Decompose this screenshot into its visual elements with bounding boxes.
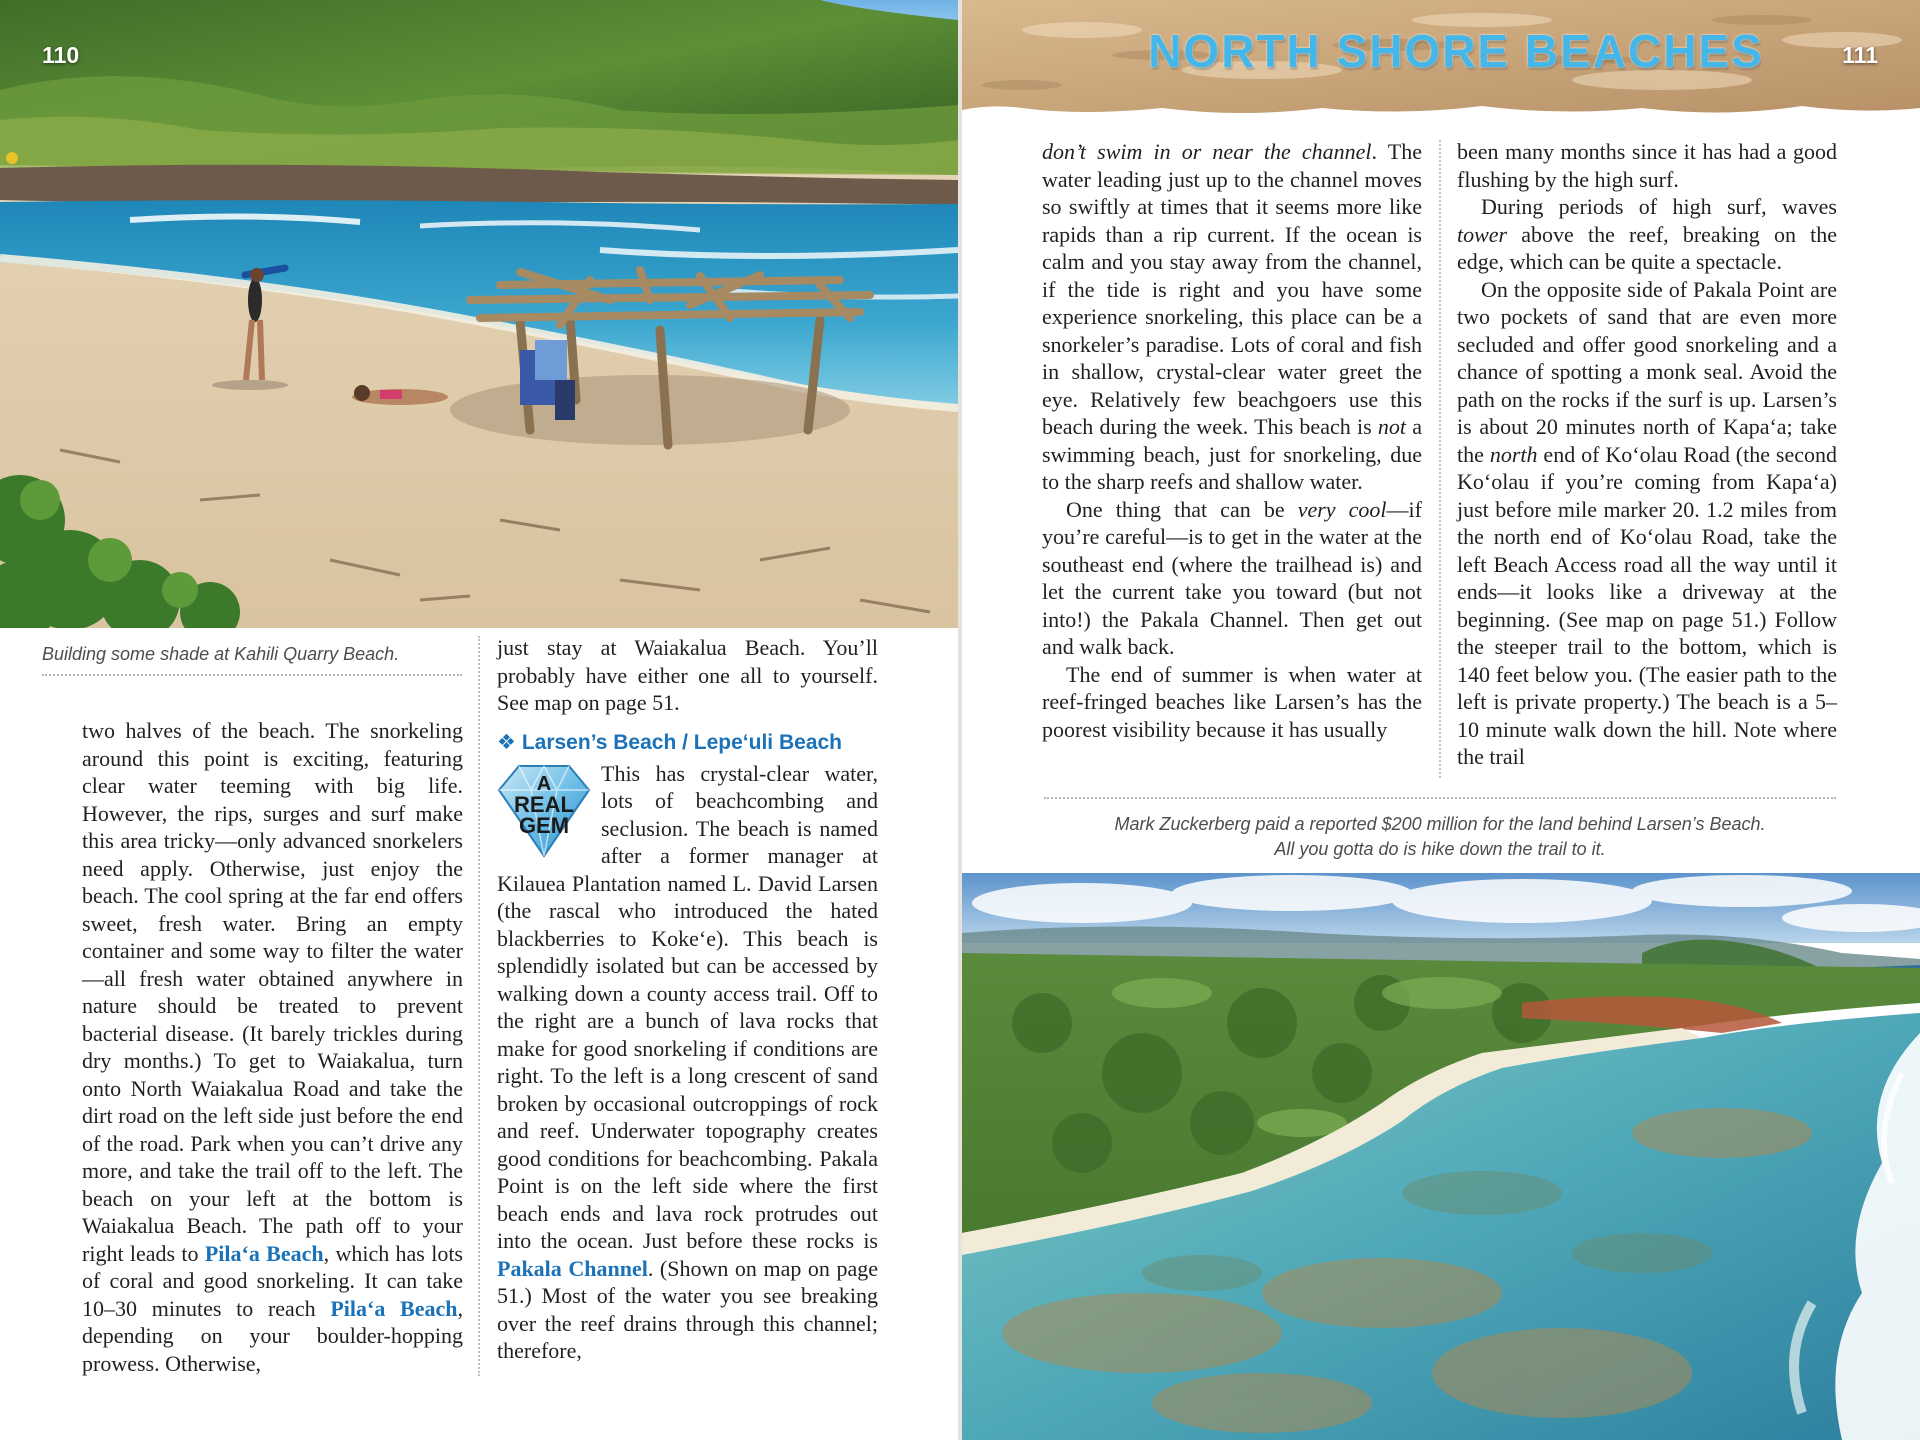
emphasis-text: very cool — [1297, 496, 1387, 522]
page-number: 111 — [1842, 42, 1878, 68]
photo-caption: Building some shade at Kahili Quarry Beach. — [42, 644, 400, 664]
caption-dotted-rule — [1044, 797, 1836, 799]
right-page — [962, 0, 1920, 1440]
body-text: . (Shown on map on page 51.) Most of the water you see breaking over the reef drains through this channel; therefore, — [497, 1255, 878, 1363]
section-heading — [497, 728, 878, 758]
text-column-right — [497, 634, 878, 1365]
photo-caption — [1044, 812, 1836, 862]
badge-text: A — [536, 772, 552, 795]
emphasis-text: not — [1377, 414, 1406, 439]
kahili-quarry-beach-photo — [0, 0, 958, 628]
caption-line: Mark Zuckerberg paid a reported $200 million for the land behind Larsen’s Beach. — [1114, 814, 1766, 834]
body-text: above the reef, breaking on the edge, which can be quite a spectacle. — [1457, 221, 1837, 274]
emphasis-text: tower — [1457, 221, 1508, 247]
text-column-left — [1042, 138, 1422, 743]
body-paragraph: been many months since it has had a good flushing by the high surf. — [1457, 139, 1837, 192]
body-text: One thing that can be — [1066, 496, 1298, 522]
body-text: . The water leading just up to the channel moves so swiftly at times that it seems more like rapids than a rip current. If the ocean is calm and you stay away from the channel, if the tide is right and you have some experience snorkeling, this place can be a snorkeler’s paradise. Lots of coral and fish in shallow, crystal-clear water greet the eye. Relatively few beachgoers use this beach during the week. This beach is — [1042, 139, 1422, 439]
left-page — [0, 0, 958, 1440]
body-text: a swimming beach, just for snorkeling, due to the sharp reefs and shallow water. — [1042, 414, 1423, 494]
body-text: This has crystal-clear water, lots of beachcombing and seclusion. The beach is named after a former manager at Kilauea Plantation named L. David Larsen (the rascal who introduced the hated blackberries to Koke‘e). This beach is splendidly isolated but can be accessed by walking down a county access trail. Off to the right are a bunch of lava rocks that make for good snorkeling if conditions are right. To the left is a long crescent of sand broken by occasional outcroppings of rock and reef. Underwater topography creates good conditions for beachcombing. Pakala Point is on the left side where the first beach ends and lava rock protrudes out into the ocean. Just before these rocks is — [497, 760, 878, 1253]
column-divider — [478, 636, 480, 1376]
diamond-bullet-icon: ❖ — [497, 730, 516, 754]
real-gem-badge-icon — [497, 762, 591, 858]
badge-text: REAL — [514, 791, 574, 817]
intro-paragraph: just stay at Waiakalua Beach. You’ll probably have either one all to yourself. See map on page 51. — [497, 635, 878, 715]
chapter-title: NORTH SHORE BEACHES — [1148, 25, 1764, 77]
page-number: 110 — [42, 42, 80, 68]
body-text: , depending on your boulder-hopping prowess. Otherwise, — [82, 1295, 463, 1376]
larsens-beach-heading: Larsen’s Beach / Lepe‘uli Beach — [521, 730, 843, 754]
pilaa-beach-link[interactable]: Pila‘a Beach — [204, 1240, 324, 1266]
pilaa-beach-link-2[interactable]: Pila‘a Beach — [330, 1295, 458, 1321]
body-text: two halves of the beach. The snorkeling around this point is exciting, featuring clear water teeming with big life. However, the rips, surges and surf make this area tricky—only advanced snorkelers need apply. Otherwise, just enjoy the beach. The cool spring at the far end offers sweet, fresh water. Bring an empty container and some way to filter the water—all fresh water obtained anywhere in nature should be treated to prevent bacterial disease. (It barely trickles during dry months.) To get to Waiakalua, turn onto North Waiakalua Road and take the dirt road on the left side just before the end of the road. Park when you can’t drive any more, and take the trail off to the left. The beach on your left at the bottom is Waiakalua Beach. The path off to your right leads to — [82, 718, 463, 1266]
body-text: end of Ko‘olau Road (the second Ko‘olau if you’re coming from Kapa‘a) just before mile marker 20. 1.2 miles from the north end of Ko‘olau Road, take the left Beach Access road all the way until it ends—it looks like a driveway at the beginning. (See map on page 51.) Follow the steeper trail to the bottom, which is 140 feet below you. (The easier path to the left is private property.) The beach is a 5–10 minute walk down the hill. Note where the trail — [1457, 441, 1837, 769]
caption-dotted-rule — [42, 674, 462, 676]
larsens-beach-aerial-photo — [962, 873, 1920, 1440]
body-text: , which has lots of coral and good snorkeling. It can take 10–30 minutes to reach — [82, 1240, 463, 1321]
emphasis-text: north — [1489, 441, 1538, 467]
body-text: —if you’re careful—is to get in the water at the southeast end (where the trailhead is) and let the current take you toward (but not into!) the Pakala Channel. Then get out and walk back. — [1042, 496, 1422, 659]
caption-line: All you gotta do is hike down the trail to it. — [1274, 839, 1606, 859]
body-paragraph: The end of summer is when water at reef-fringed beaches like Larsen’s has the poorest visibility because it has usually — [1042, 661, 1422, 742]
body-text: During periods of high surf, waves — [1481, 194, 1837, 219]
badge-text: GEM — [518, 812, 570, 838]
pakala-channel-link[interactable]: Pakala Channel — [497, 1255, 648, 1281]
body-text: On the opposite side of Pakala Point are two pockets of sand that are even more secluded and offer good snorkeling and a chance of spotting a monk seal. Avoid the path on the rocks if the surf is up. Larsen’s is about 20 minutes north of Kapa‘a; take the — [1457, 276, 1837, 467]
text-column-left — [82, 717, 463, 1377]
text-column-right — [1457, 138, 1837, 771]
emphasis-text: don’t swim in or near the channel — [1042, 139, 1372, 164]
column-divider — [1439, 140, 1441, 778]
